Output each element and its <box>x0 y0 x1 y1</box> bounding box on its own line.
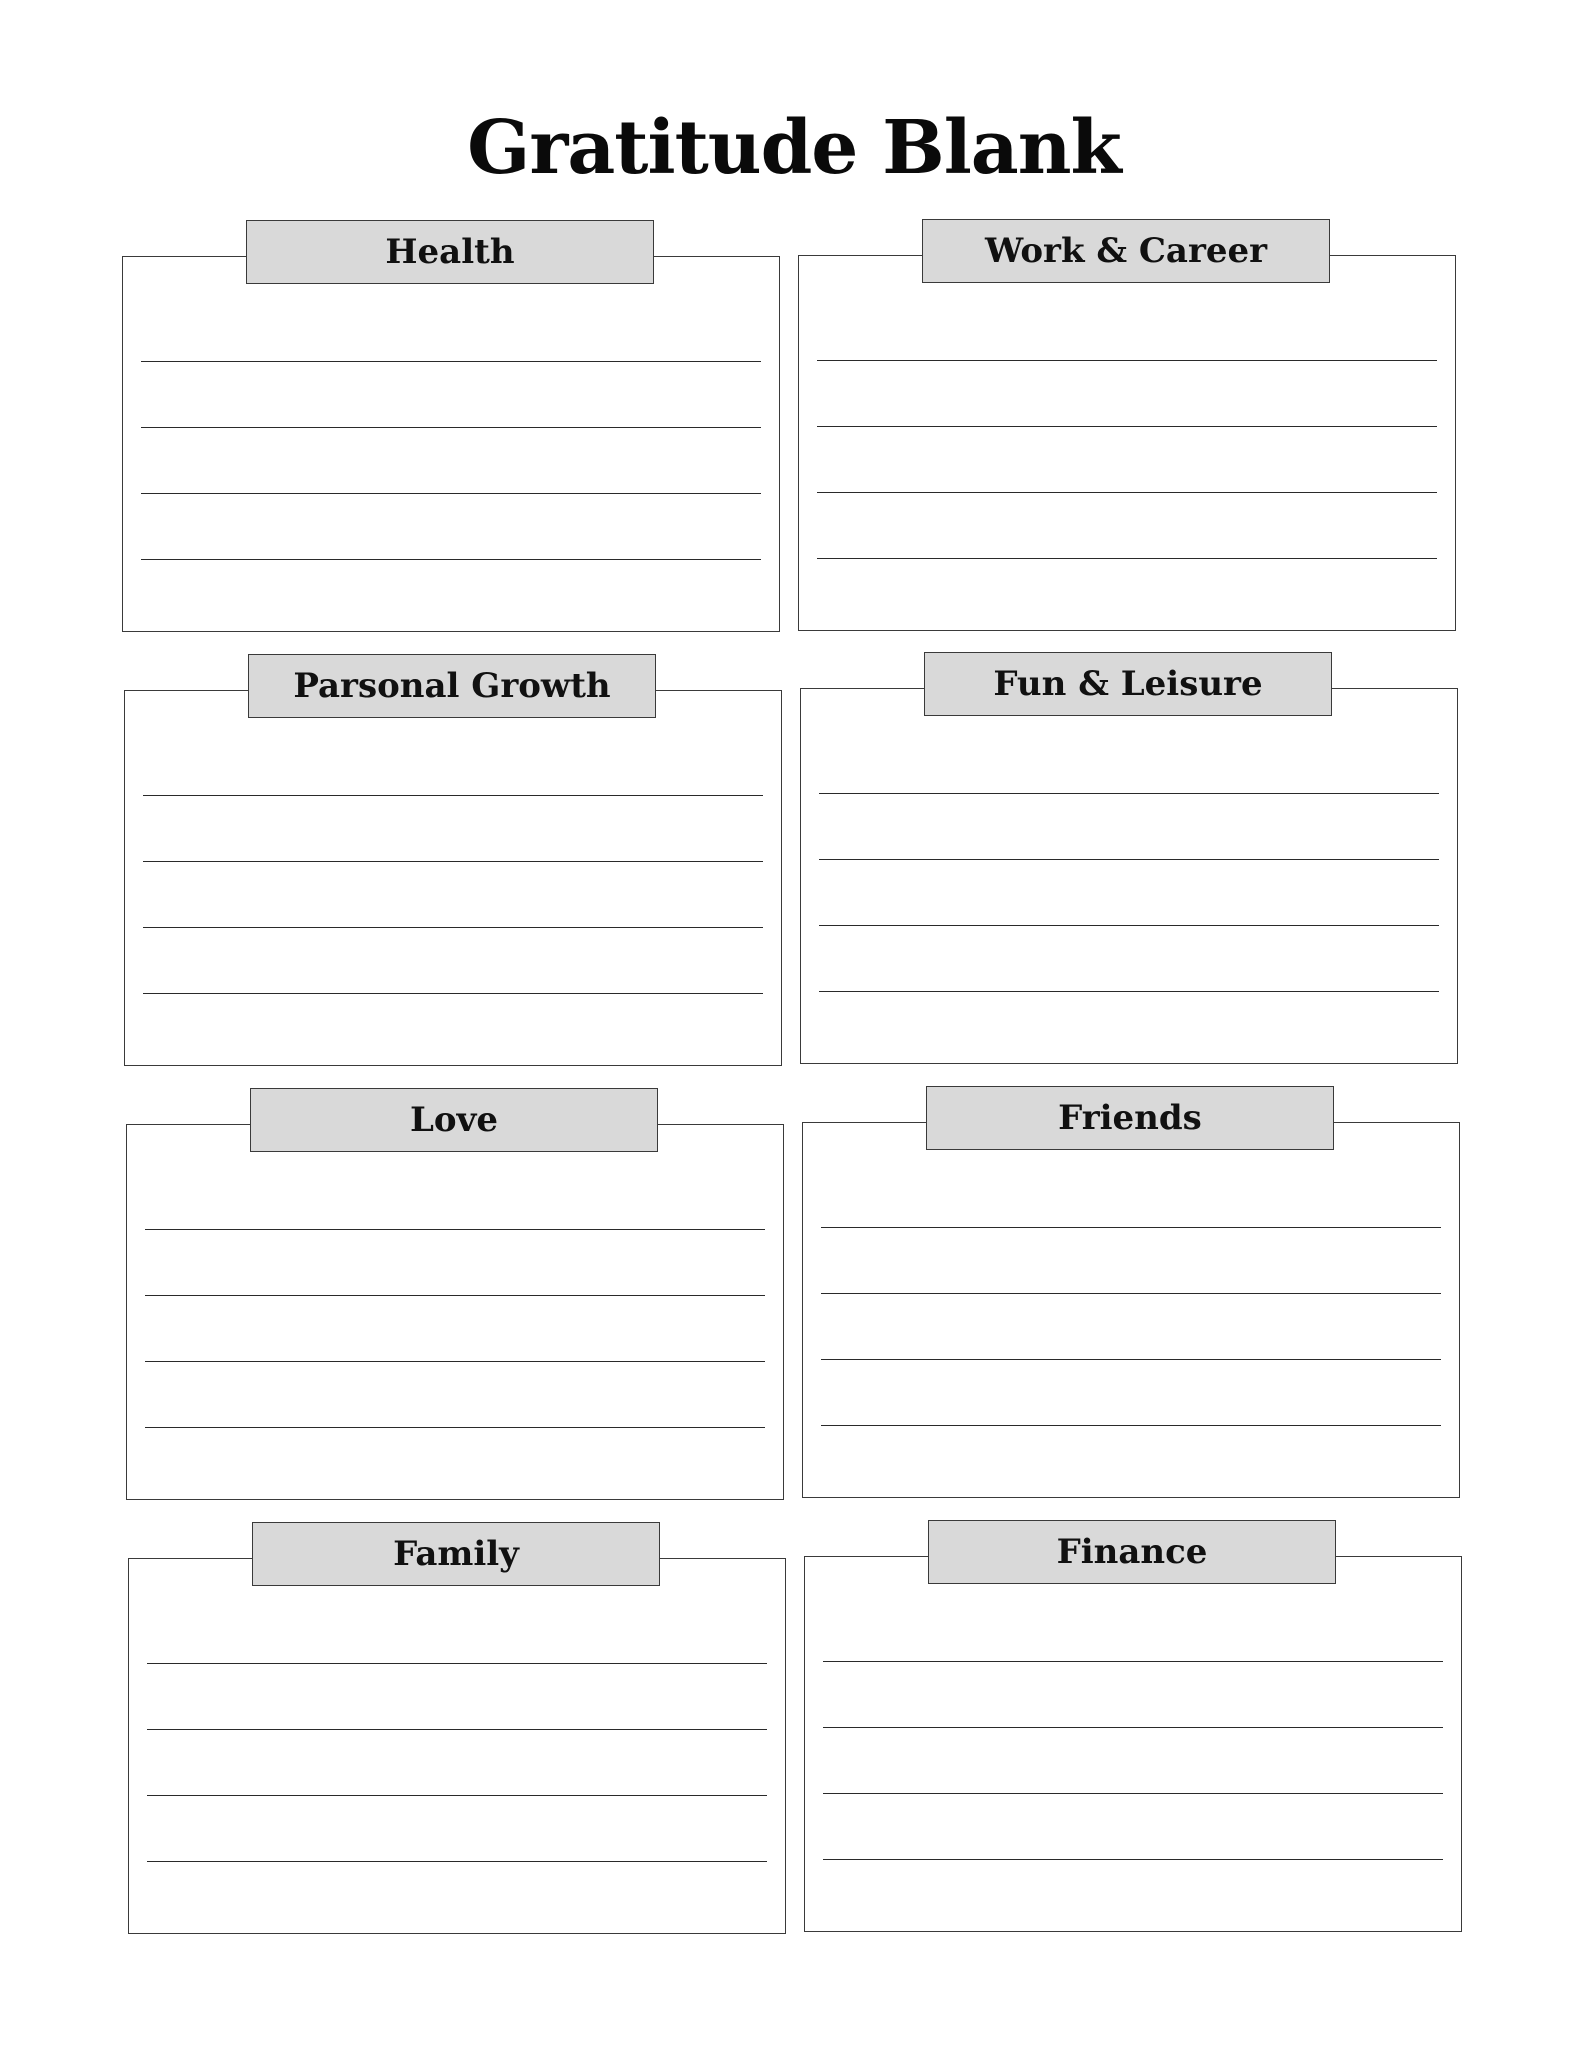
section-box <box>124 690 782 1066</box>
writing-line-3[interactable] <box>143 927 763 928</box>
writing-line-4[interactable] <box>143 993 763 994</box>
writing-line-4[interactable] <box>819 991 1439 992</box>
section-box <box>800 688 1458 1064</box>
section-box <box>798 255 1456 631</box>
writing-line-1[interactable] <box>819 793 1439 794</box>
section-label: Health <box>246 220 654 284</box>
section-fun-leisure <box>800 652 1458 1028</box>
section-label: Finance <box>928 1520 1336 1584</box>
writing-line-2[interactable] <box>145 1295 765 1296</box>
writing-line-4[interactable] <box>147 1861 767 1862</box>
writing-line-3[interactable] <box>817 492 1437 493</box>
section-label: Work & Career <box>922 219 1330 283</box>
section-health <box>122 220 780 596</box>
writing-line-3[interactable] <box>819 925 1439 926</box>
writing-line-1[interactable] <box>817 360 1437 361</box>
writing-line-1[interactable] <box>141 361 761 362</box>
section-friends <box>802 1086 1460 1462</box>
writing-line-2[interactable] <box>817 426 1437 427</box>
writing-line-1[interactable] <box>147 1663 767 1664</box>
writing-line-2[interactable] <box>147 1729 767 1730</box>
writing-line-3[interactable] <box>147 1795 767 1796</box>
writing-line-1[interactable] <box>823 1661 1443 1662</box>
section-box <box>128 1558 786 1934</box>
section-love <box>126 1088 784 1464</box>
section-personal-growth <box>124 654 782 1030</box>
section-work-career <box>798 219 1456 595</box>
writing-line-3[interactable] <box>821 1359 1441 1360</box>
writing-line-3[interactable] <box>145 1361 765 1362</box>
writing-line-3[interactable] <box>141 493 761 494</box>
writing-line-1[interactable] <box>143 795 763 796</box>
writing-line-4[interactable] <box>823 1859 1443 1860</box>
section-finance <box>804 1520 1462 1896</box>
writing-line-2[interactable] <box>821 1293 1441 1294</box>
section-label: Fun & Leisure <box>924 652 1332 716</box>
section-box <box>804 1556 1462 1932</box>
section-box <box>802 1122 1460 1498</box>
writing-line-2[interactable] <box>819 859 1439 860</box>
writing-line-2[interactable] <box>823 1727 1443 1728</box>
section-box <box>126 1124 784 1500</box>
section-label: Parsonal Growth <box>248 654 656 718</box>
writing-line-1[interactable] <box>821 1227 1441 1228</box>
section-label: Family <box>252 1522 660 1586</box>
section-family <box>128 1522 786 1898</box>
writing-line-2[interactable] <box>141 427 761 428</box>
writing-line-4[interactable] <box>145 1427 765 1428</box>
section-box <box>122 256 780 632</box>
writing-line-4[interactable] <box>821 1425 1441 1426</box>
writing-line-3[interactable] <box>823 1793 1443 1794</box>
writing-line-4[interactable] <box>141 559 761 560</box>
section-label: Love <box>250 1088 658 1152</box>
writing-line-4[interactable] <box>817 558 1437 559</box>
writing-line-2[interactable] <box>143 861 763 862</box>
section-label: Friends <box>926 1086 1334 1150</box>
page-title: Gratitude Blank <box>467 105 1121 191</box>
writing-line-1[interactable] <box>145 1229 765 1230</box>
